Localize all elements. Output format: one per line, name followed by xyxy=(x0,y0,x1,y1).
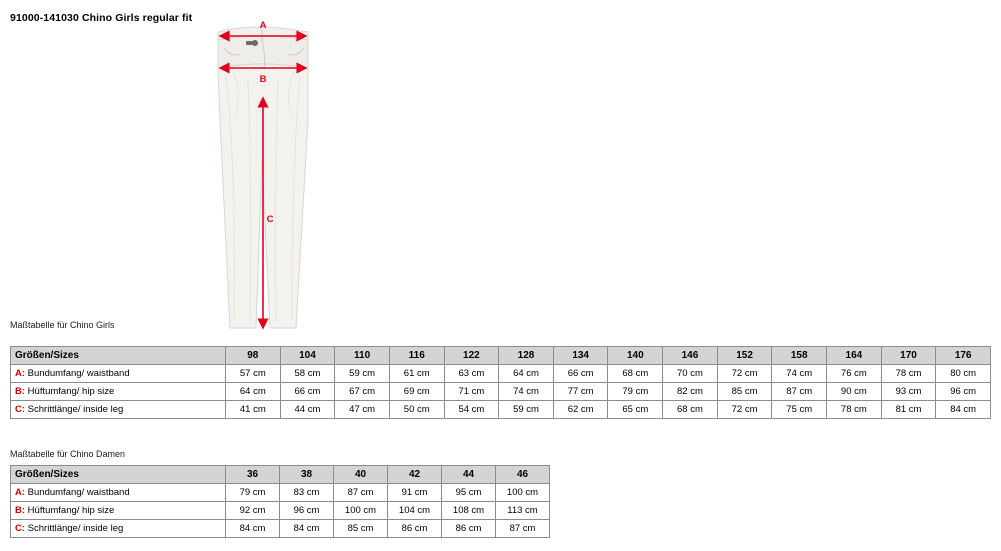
column-header: 122 xyxy=(444,347,499,365)
row-label-key: C: xyxy=(15,404,26,415)
table-cell: 64 cm xyxy=(226,383,281,401)
table-cell: 78 cm xyxy=(827,401,882,419)
table-cell: 87 cm xyxy=(772,383,827,401)
row-label xyxy=(11,383,226,401)
column-header: Größen/Sizes xyxy=(11,347,226,365)
row-label-text: Schrittlänge/ inside leg xyxy=(25,404,124,415)
column-header: 110 xyxy=(335,347,390,365)
row-label-text: Hüftumfang/ hip size xyxy=(25,386,115,397)
table-cell: 74 cm xyxy=(499,383,554,401)
row-label-key: C: xyxy=(15,523,26,534)
table-cell: 61 cm xyxy=(389,365,444,383)
column-header: 176 xyxy=(936,347,991,365)
table-row xyxy=(11,365,991,383)
svg-text:C: C xyxy=(266,214,274,225)
column-header: 46 xyxy=(496,466,550,484)
column-header: 116 xyxy=(389,347,444,365)
column-header: 134 xyxy=(553,347,608,365)
table-cell: 83 cm xyxy=(280,484,334,502)
row-label-text: Hüftumfang/ hip size xyxy=(25,505,115,516)
table-cell: 79 cm xyxy=(608,383,663,401)
table-cell: 47 cm xyxy=(335,401,390,419)
column-header: 128 xyxy=(499,347,554,365)
table-cell: 76 cm xyxy=(827,365,882,383)
row-label-key: B: xyxy=(15,386,26,397)
table-cell: 69 cm xyxy=(389,383,444,401)
table-cell: 87 cm xyxy=(496,520,550,538)
table-cell: 71 cm xyxy=(444,383,499,401)
table-row xyxy=(11,383,991,401)
table-cell: 86 cm xyxy=(442,520,496,538)
table-cell: 74 cm xyxy=(772,365,827,383)
table-cell: 82 cm xyxy=(663,383,718,401)
column-header: 152 xyxy=(717,347,772,365)
row-label xyxy=(11,520,226,538)
row-label-key: A: xyxy=(15,368,26,379)
row-label xyxy=(11,365,226,383)
table-cell: 63 cm xyxy=(444,365,499,383)
table-cell: 50 cm xyxy=(389,401,444,419)
column-header: Größen/Sizes xyxy=(11,466,226,484)
row-label-text: Schrittlänge/ inside leg xyxy=(25,523,124,534)
table-cell: 100 cm xyxy=(334,502,388,520)
table-cell: 67 cm xyxy=(335,383,390,401)
column-header: 40 xyxy=(334,466,388,484)
column-header: 104 xyxy=(280,347,335,365)
svg-text:B: B xyxy=(259,74,267,85)
table-cell: 84 cm xyxy=(226,520,280,538)
table-cell: 66 cm xyxy=(553,365,608,383)
table-cell: 81 cm xyxy=(881,401,936,419)
column-header: 38 xyxy=(280,466,334,484)
row-label-key: B: xyxy=(15,505,26,516)
table-cell: 66 cm xyxy=(280,383,335,401)
table-cell: 57 cm xyxy=(226,365,281,383)
table-cell: 84 cm xyxy=(936,401,991,419)
table-cell: 80 cm xyxy=(936,365,991,383)
table-row xyxy=(11,401,991,419)
table-cell: 54 cm xyxy=(444,401,499,419)
table-cell: 79 cm xyxy=(226,484,280,502)
size-table-damen xyxy=(10,465,550,538)
table-cell: 104 cm xyxy=(388,502,442,520)
row-label-text: Bundumfang/ waistband xyxy=(25,368,130,379)
table-cell: 96 cm xyxy=(936,383,991,401)
table-row xyxy=(11,520,550,538)
table-cell: 44 cm xyxy=(280,401,335,419)
table-cell: 96 cm xyxy=(280,502,334,520)
table-row xyxy=(11,502,550,520)
page-title: 91000-141030 Chino Girls regular fit xyxy=(10,12,193,24)
table-cell: 75 cm xyxy=(772,401,827,419)
table-cell: 86 cm xyxy=(388,520,442,538)
column-header: 146 xyxy=(663,347,718,365)
table-header-row xyxy=(11,347,991,365)
table-cell: 64 cm xyxy=(499,365,554,383)
column-header: 42 xyxy=(388,466,442,484)
column-header: 170 xyxy=(881,347,936,365)
table-cell: 58 cm xyxy=(280,365,335,383)
table-cell: 68 cm xyxy=(608,365,663,383)
row-label xyxy=(11,484,226,502)
table-cell: 62 cm xyxy=(553,401,608,419)
row-label-key: A: xyxy=(15,487,26,498)
table-header-row xyxy=(11,466,550,484)
column-header: 36 xyxy=(226,466,280,484)
table-row xyxy=(11,484,550,502)
caption-damen: Maßtabelle für Chino Damen xyxy=(10,449,126,459)
table-cell: 72 cm xyxy=(717,401,772,419)
table-cell: 70 cm xyxy=(663,365,718,383)
svg-text:A: A xyxy=(259,20,267,31)
table-cell: 85 cm xyxy=(717,383,772,401)
table-cell: 92 cm xyxy=(226,502,280,520)
column-header: 98 xyxy=(226,347,281,365)
row-label xyxy=(11,401,226,419)
column-header: 158 xyxy=(772,347,827,365)
table-cell: 84 cm xyxy=(280,520,334,538)
table-cell: 59 cm xyxy=(499,401,554,419)
column-header: 44 xyxy=(442,466,496,484)
table-cell: 90 cm xyxy=(827,383,882,401)
row-label xyxy=(11,502,226,520)
table-cell: 100 cm xyxy=(496,484,550,502)
chino-pants-diagram xyxy=(200,10,380,340)
table-cell: 59 cm xyxy=(335,365,390,383)
table-cell: 65 cm xyxy=(608,401,663,419)
table-cell: 85 cm xyxy=(334,520,388,538)
table-cell: 77 cm xyxy=(553,383,608,401)
size-table-girls xyxy=(10,346,991,419)
table-cell: 41 cm xyxy=(226,401,281,419)
table-cell: 68 cm xyxy=(663,401,718,419)
table-cell: 91 cm xyxy=(388,484,442,502)
table-cell: 95 cm xyxy=(442,484,496,502)
table-cell: 108 cm xyxy=(442,502,496,520)
column-header: 164 xyxy=(827,347,882,365)
table-cell: 87 cm xyxy=(334,484,388,502)
table-cell: 72 cm xyxy=(717,365,772,383)
caption-girls: Maßtabelle für Chino Girls xyxy=(10,320,115,330)
table-cell: 93 cm xyxy=(881,383,936,401)
column-header: 140 xyxy=(608,347,663,365)
row-label-text: Bundumfang/ waistband xyxy=(25,487,130,498)
table-cell: 113 cm xyxy=(496,502,550,520)
table-cell: 78 cm xyxy=(881,365,936,383)
